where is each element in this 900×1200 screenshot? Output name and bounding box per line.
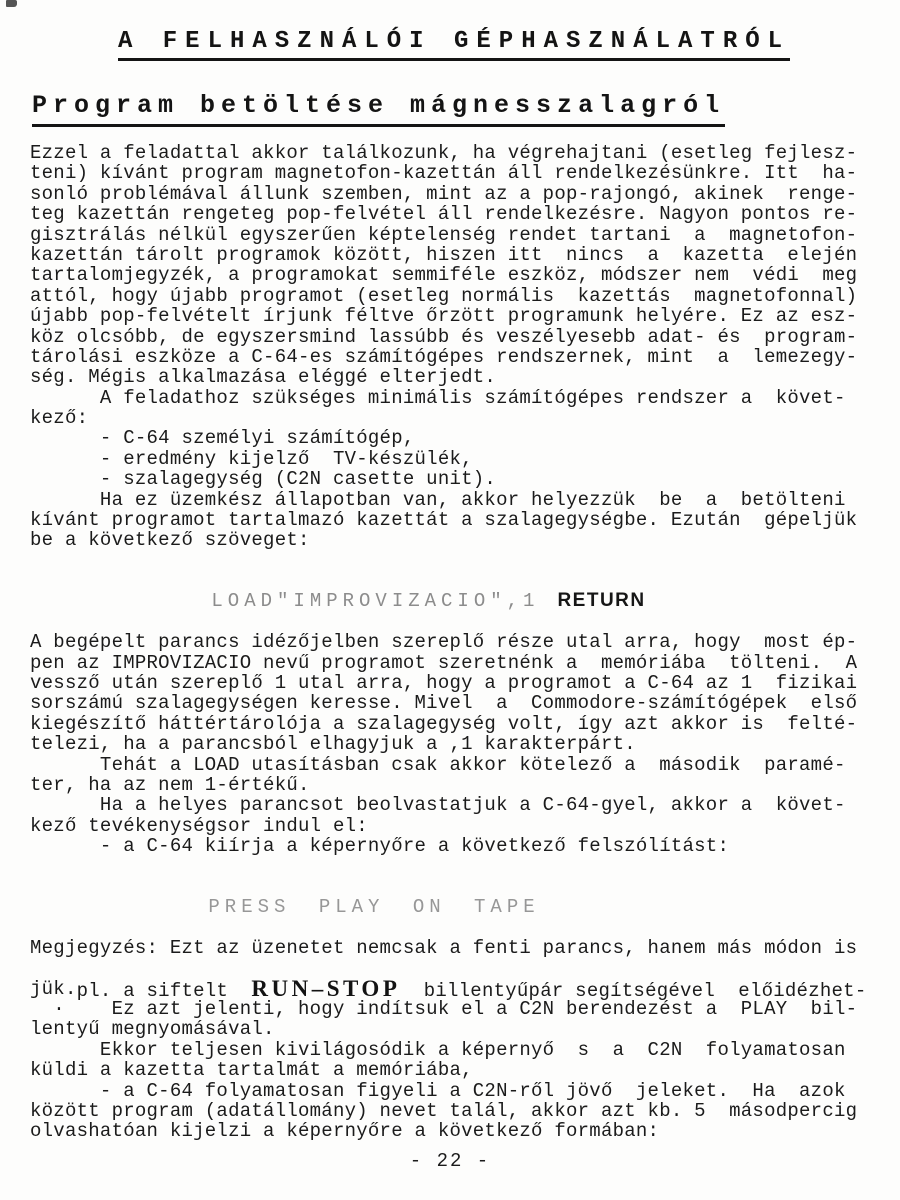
section-heading: Program betöltése mágnesszalagról [32,91,725,127]
text-line: kiegészítő háttértárolója a szalagegység volt, így azt akkor is felté- [30,712,858,735]
text-line: között program (adatállomány) nevet talál, akkor azt kb. 5 másodpercig [30,1100,858,1123]
text-line: Ezzel a feladattal akkor találkozunk, ha végrehajtani (esetleg fejlesz- [30,142,858,164]
text-line: - a C-64 folyamatosan figyeli a C2N-ről jövő jeleket. Ha azok [30,1079,846,1102]
text-line: A feladathoz szükséges minimális számítógépes rendszer a követ- [30,386,846,409]
text-line: küldi a kazetta tartalmát a memóriába, [30,1059,473,1082]
text-line: lentyű megnyomásával. [30,1018,275,1041]
text-line: attól, hogy újabb programot (esetleg normális kazettás magnetofonnal) [30,284,858,307]
load-command-text: LOAD"IMPROVIZACIO",1 [211,590,540,613]
return-key-label: RETURN [557,590,646,612]
text-line: Tehát a LOAD utasításban csak akkor kötelező a második paramé- [30,753,846,776]
text-line: kező tevékenységsor indul el: [30,814,368,837]
text-line: pen az IMPROVIZACIO nevű programot szeretnénk a memóriába tölteni. A [30,651,858,674]
text-line: - C-64 személyi számítógép, [30,427,415,450]
text-line: ség. Mégis alkalmazása eléggé elterjedt. [30,366,497,389]
text-line: gisztrálás nélkül egyszerűen képtelenség rendet tartani a magnetofon- [30,223,858,246]
paragraph-block-1 [30,143,870,551]
text-line: tartalomjegyzék, a programokat semmiféle eszköz, módszer nem védi meg [30,264,858,287]
chapter-title: A FELHASZNÁLÓI GÉPHASZNÁLATRÓL [118,28,790,61]
text-line: - a C-64 kiírja a képernyőre a következő felszólítást: [30,835,730,858]
press-play-message: PRESS PLAY ON TAPE [208,895,540,918]
text-line: Ekkor teljesen kivilágosódik a képernyő s a C2N folyamatosan [30,1038,846,1061]
text-line: - eredmény kijelző TV-készülék, [30,447,473,470]
note-line-2-post: billentyűpár segítségével előidézhet- [400,979,867,1002]
text-line: kező: [30,407,89,430]
text-line: sorszámú szalagegységen keresse. Mivel a Commodore-számítógépek első [30,692,858,715]
text-line: vessző után szereplő 1 utal arra, hogy a programot a C-64 az 1 fizikai [30,671,858,694]
page-number: - 22 - [409,1150,491,1172]
text-line: tárolási eszköze a C-64-es számítógépes rendszernek, mint a lemezegy- [30,345,858,368]
note-line-1: Megjegyzés: Ezt az üzenetet nemcsak a fenti parancs, hanem más módon is [30,936,858,959]
text-line: teg kazettán rengeteg pop-felvétel áll rendelkezésre. Nagyon pontos re- [30,203,858,226]
scan-artifact [6,0,17,7]
text-line: Ha ez üzemkész állapotban van, akkor helyezzük be a betölteni [30,488,846,511]
text-line: - szalagegység (C2N casette unit). [30,468,497,491]
paragraph-block-2 [30,632,870,856]
command-line [173,571,870,613]
text-line: telezi, ha a parancsból elhagyjuk a ,1 karakterpárt. [30,733,636,756]
text-line: · Ez azt jelenti, hogy indítsuk el a C2N berendezést a PLAY bil- [30,998,858,1021]
text-line: köz olcsóbb, de egyszersmind lassúbb és veszélyesebb adat- és program- [30,325,858,348]
text-line: kazettán tárolt programok között, hiszen itt nincs a kazetta elején [30,243,858,266]
paragraph-block-3 [30,979,870,1142]
text-line: sonló problémával állunk szemben, mint az a pop-rajongó, akinek renge- [30,182,858,205]
note-line-2-pre: pl. a siftelt [76,979,252,1002]
text-line: A begépelt parancs idézőjelben szereplő része utal arra, hogy most ép- [30,631,858,654]
text-line: ter, ha az nem 1-értékű. [30,773,310,796]
run-stop-key-label: RUN–STOP [251,975,401,1001]
section-heading-row [32,91,870,127]
chapter-title-row [30,28,870,61]
text-line: Ha a helyes parancsot beolvastatjuk a C-64-gyel, akkor a követ- [30,794,846,817]
text-line: be a következő szöveget: [30,529,310,552]
text-line: teni) kívánt program magnetofon-kazettán áll rendelkezésünkre. Itt ha- [30,162,858,185]
screen-message-line [170,877,870,918]
text-line: jük. [30,977,77,1000]
text-line: kívánt programot tartalmazó kazettát a szalagegységbe. Ezután gépeljük [30,509,858,532]
text-line: újabb pop-felvételt írjunk féltve őrzött programunk helyére. Ez az esz- [30,305,858,328]
text-line: olvashatóan kijelzi a képernyőre a következő formában: [30,1120,660,1143]
